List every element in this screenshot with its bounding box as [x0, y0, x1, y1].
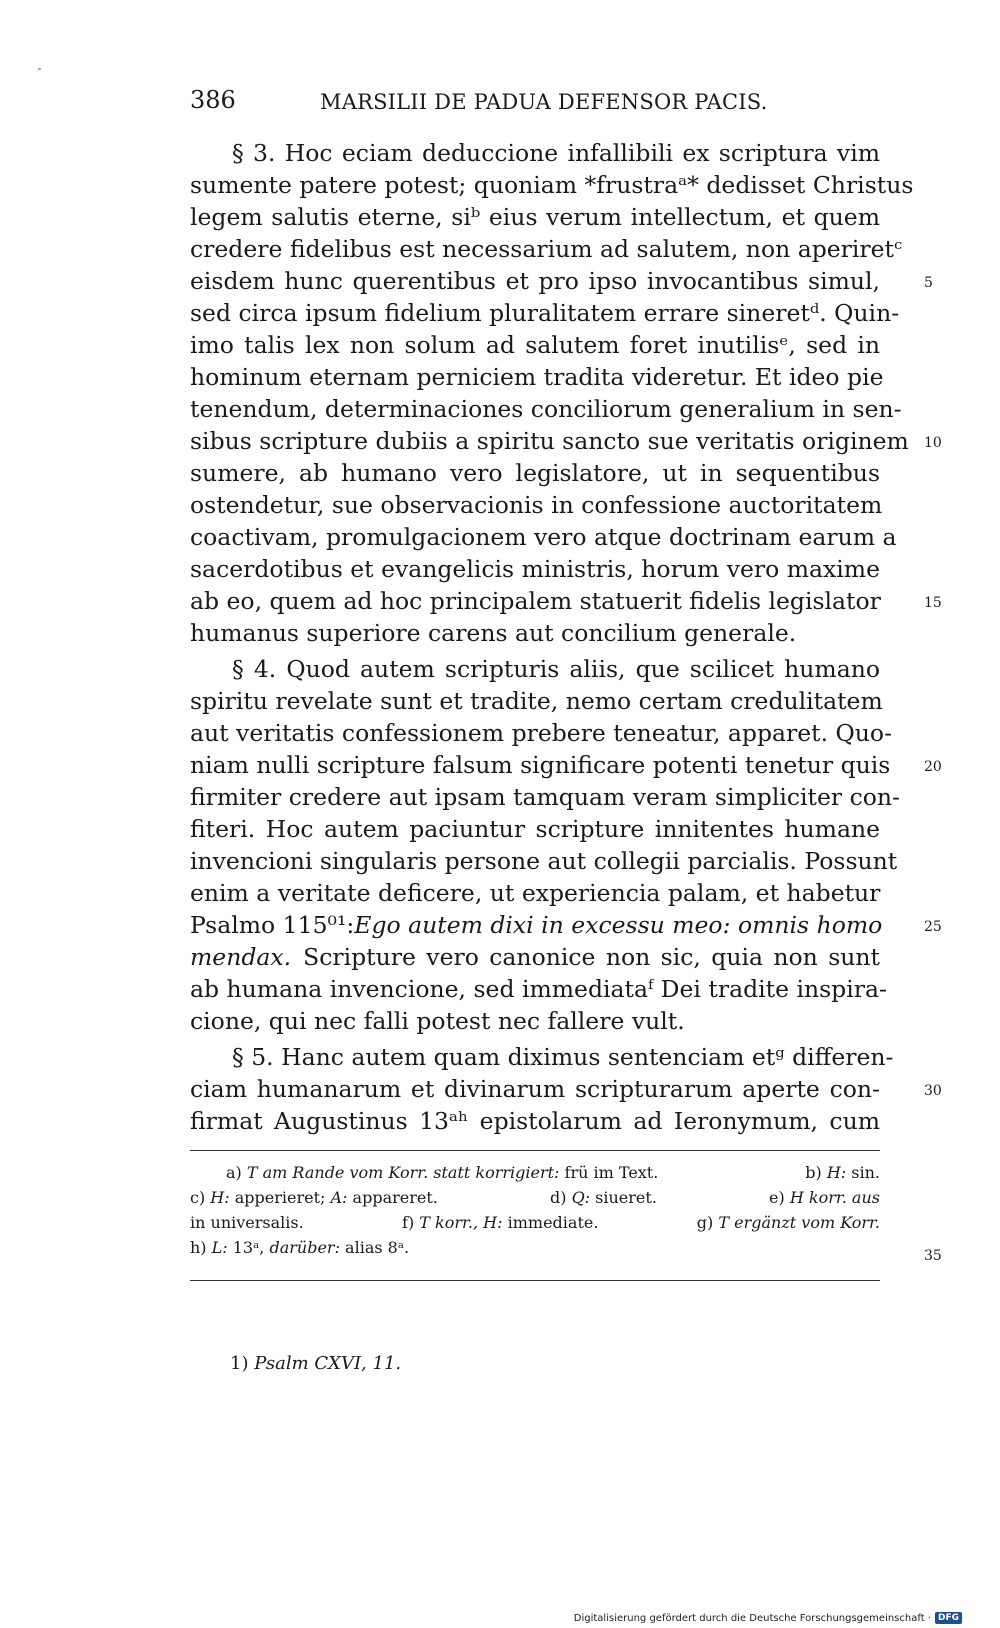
text-line: tenendum, determinaciones conciliorum generalium in sen-: [190, 395, 902, 423]
line-number: 5: [924, 275, 933, 291]
text-line: ostendetur, sue observacionis in confessione auctoritatem: [190, 491, 883, 519]
apparatus-entry: g) T ergänzt vom Korr.: [696, 1213, 880, 1232]
text-line: sumente patere potest; quoniam *frustraᵃ* dedisset Christus: [190, 171, 914, 199]
psalm-quotation: Ego autem dixi in excessu meo: omnis homo: [354, 911, 883, 939]
apparatus-entry: c) H: apperieret; A: appareret.: [190, 1188, 438, 1207]
text-line: aut veritatis confessionem prebere teneatur, apparet. Quo-: [190, 719, 893, 747]
text-segment: Scripture vero canonice non sic, quia non sunt: [303, 943, 880, 971]
text-line: credere fidelibus est necessarium ad salutem, non aperiretᶜ: [190, 235, 903, 263]
text-line: § 4. Quod autem scripturis aliis, que scilicet humano: [232, 655, 880, 683]
text-line: firmiter credere aut ipsam tamquam veram simpliciter con-: [190, 783, 900, 811]
text-line: fiteri. Hoc autem paciuntur scripture innitentes humane: [190, 815, 880, 843]
page-number: 386: [190, 86, 236, 114]
source-footnote: 1) Psalm CXVI, 11.: [230, 1353, 402, 1374]
apparatus-line: [190, 1160, 880, 1185]
scan-speck: [38, 68, 41, 70]
psalm-quotation-end: mendax.: [190, 943, 292, 971]
line-number: 20: [924, 759, 942, 775]
apparatus-entry: h) L: 13ᵃ, darüber: alias 8ᵃ.: [190, 1238, 410, 1257]
apparatus-entry: e) H korr. aus: [769, 1188, 880, 1207]
running-title: MARSILII DE PADUA DEFENSOR PACIS.: [320, 90, 768, 114]
text-line: imo talis lex non solum ad salutem foret inutilisᵉ, sed in: [190, 331, 880, 359]
text-line: humanus superiore carens aut concilium generale.: [190, 619, 797, 647]
text-line: enim a veritate deficere, ut experiencia palam, et habetur: [190, 879, 881, 907]
dfg-logo-icon: DFG: [935, 1612, 962, 1624]
text-line: cione, qui nec falli potest nec fallere vult.: [190, 1007, 685, 1035]
text-line: hominum eternam perniciem tradita videretur. Et ideo pie: [190, 363, 884, 391]
apparatus-rule: [190, 1150, 880, 1151]
text-line: sed circa ipsum fidelium pluralitatem errare sineretᵈ. Quin-: [190, 299, 900, 327]
apparatus-line: [190, 1235, 880, 1260]
text-line: § 5. Hanc autem quam diximus sentenciam etᵍ differen-: [232, 1043, 894, 1071]
apparatus-entry: b) H: sin.: [805, 1163, 880, 1182]
line-number: 10: [924, 435, 942, 451]
text-line: sibus scripture dubiis a spiritu sancto sue veritatis originem: [190, 427, 909, 455]
text-line: ciam humanarum et divinarum scripturarum aperte con-: [190, 1075, 880, 1103]
apparatus-line: [190, 1185, 880, 1210]
line-number: 15: [924, 595, 942, 611]
text-line: [190, 941, 880, 974]
line-number: 35: [924, 1248, 942, 1264]
apparatus-entry-continued: in universalis.: [190, 1213, 304, 1232]
text-line: § 3. Hoc eciam deduccione infallibili ex scriptura vim: [232, 139, 880, 167]
apparatus-entry: d) Q: siueret.: [549, 1188, 657, 1207]
text-line: sumere, ab humano vero legislatore, ut in sequentibus: [190, 459, 880, 487]
text-line: firmat Augustinus 13ᵃʰ epistolarum ad Ieronymum, cum: [190, 1107, 880, 1135]
line-number: 25: [924, 919, 942, 935]
text-line: sacerdotibus et evangelicis ministris, horum vero maxime: [190, 555, 880, 583]
apparatus-entry: f) T korr., H: immediate.: [402, 1213, 599, 1232]
text-line: [190, 909, 883, 942]
text-line: ab humana invencione, sed immediataᶠ Dei tradite inspira-: [190, 975, 887, 1003]
text-line: eisdem hunc querentibus et pro ipso invocantibus simul,: [190, 267, 880, 295]
digitization-credit: Digitalisierung gefördert durch die Deutsche Forschungsgemeinschaft · DFG: [574, 1612, 962, 1624]
page-header: [190, 86, 910, 126]
psalm-reference: Psalmo 115⁰¹:: [190, 911, 355, 939]
text-line: spiritu revelate sunt et tradite, nemo certam credulitatem: [190, 687, 883, 715]
text-line: ab eo, quem ad hoc principalem statuerit fidelis legislator: [190, 587, 881, 615]
footnote-rule: [190, 1280, 880, 1281]
text-line: invencioni singularis persone aut collegii parcialis. Possunt: [190, 847, 898, 875]
text-line: coactivam, promulgacionem vero atque doctrinam earum a: [190, 523, 897, 551]
text-line: niam nulli scripture falsum significare potenti tenetur quis: [190, 751, 891, 779]
text-line: legem salutis eterne, siᵇ eius verum intellectum, et quem: [190, 203, 880, 231]
line-number: 30: [924, 1083, 942, 1099]
apparatus-entry: a) T am Rande vom Korr. statt korrigiert: frü im Text.: [226, 1163, 659, 1182]
apparatus-line: [190, 1210, 880, 1235]
